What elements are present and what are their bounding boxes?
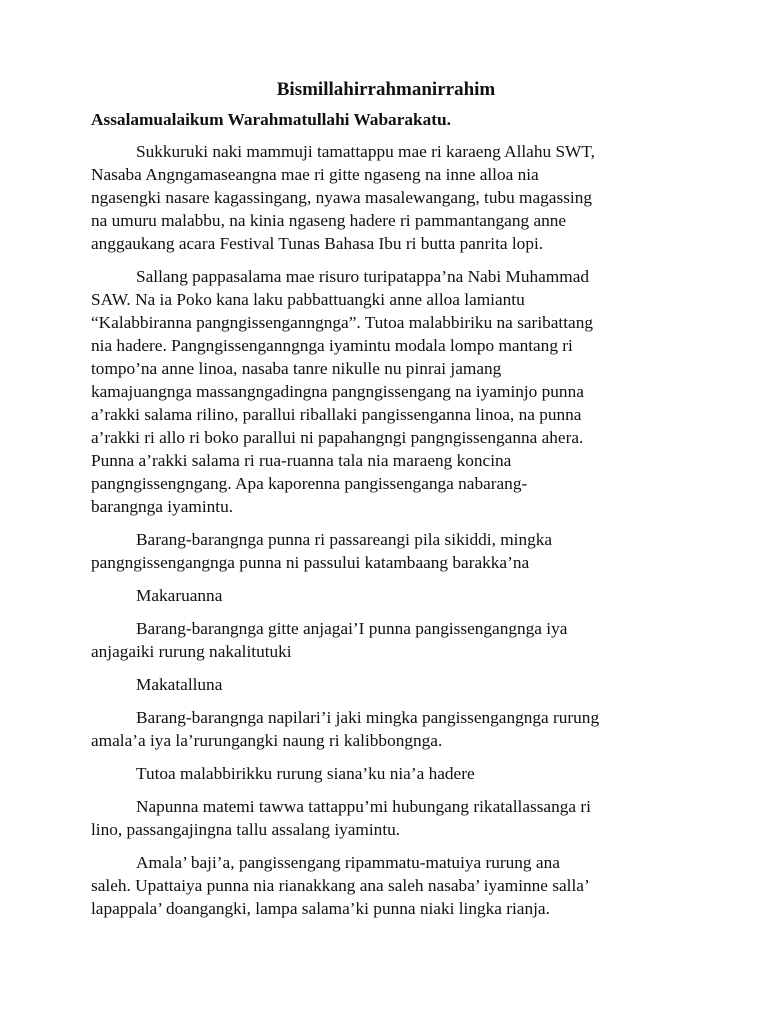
paragraph-7: Barang-barangnga napilari’i jaki mingka pangissengangngа rurung amala’a iya la’rurungangki naung ri kalibbongnga.: [91, 708, 600, 750]
document-title: Bismillahirrahmanirrahim: [276, 79, 496, 100]
paragraph-8: Tutoa malabbirikku rurung siana’ku nia’a hadere: [136, 764, 475, 783]
paragraph-10: Amala’ baji’a, pangissengang ripammatu-matuiya rurung ana saleh. Upattaiya punna nia rianakkang ana saleh nasaba’ iyaminne salla’ lapappala’ doangangki, lampa salama’ki punna niaki lingka rianja.: [91, 853, 590, 918]
paragraph-3: Barang-barangnga punna ri passareangi pila sikiddi, mingka pangngissengangngа punna ni passului katambaang barakka’na: [91, 530, 553, 572]
paragraph-9: Napunna matemi tawwa tattappu’mi hubungang rikatallassanga ri lino, passangajingna tallu assalang iyamintu.: [91, 797, 591, 839]
paragraph-6: Makatalluna: [136, 675, 223, 694]
paragraph-4: Makaruanna: [136, 586, 223, 605]
paragraph-1: Sukkuruki naki mammuji tamattappu mae ri karaeng Allahu SWT, Nasaba Angngamaseangna mae ri gitte ngaseng na inne alloa nia ngasengki nasare kagassingang, nyawa masalewangang, tubu magassing na umuru malabbu, na kinia ngaseng hadere ri pammantangang anne anggaukang acara Festival Tunas Bahasa Ibu ri butta panrita lopi.: [91, 142, 595, 253]
greeting-line: Assalamualaikum Warahmatullahi Wabarakatu.: [91, 110, 451, 129]
paragraph-2: Sallang pappasalama mae risuro turipatappa’na Nabi Muhammad SAW. Na ia Poko kana laku pabbattuangki anne alloa lamiantu “Kalabbiranna pangngissenganngnga”. Tutoa malabbiriku na saribattang nia hadere. Pangngissenganngnga iyamintu modala lompo mantang ri tompo’na anne linoa, nasaba tanre nikulle nu pinrai jamang kamajuangngа massangngadingna pangngissengang na iyaminjo punna a’rakki salama rilino, parallui riballaki pangissenganna linoa, na punna a’rakki ri allo ri boko parallui ni papahangngi pangngissenganna ahera. Punna a’rakki salama ri rua-ruanna tala nia maraeng koncina pangngissengngang. Apa kaporenna pangissenganga nabarang- barangnga iyamintu.: [91, 267, 593, 516]
document-page: [91, 78, 681, 930]
paragraph-5: Barang-barangnga gitte anjagai’I punna pangissengangngа iya anjagaiki rurung nakalitutuki: [91, 619, 568, 661]
